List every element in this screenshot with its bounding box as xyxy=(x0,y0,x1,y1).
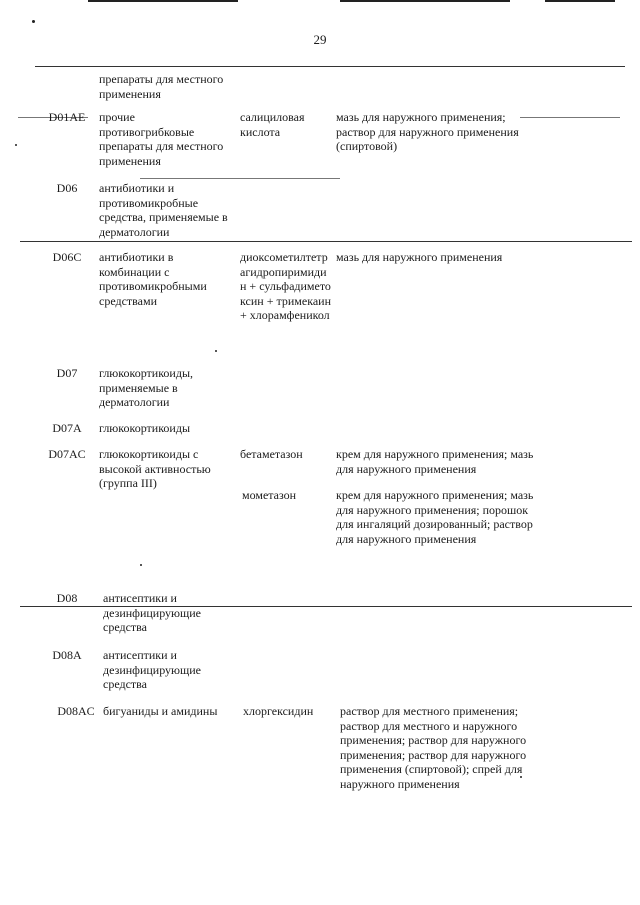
scan-artifact xyxy=(140,178,340,179)
atc-code: D07AC xyxy=(48,447,86,461)
scan-speck xyxy=(15,144,17,146)
atc-code: D08AC xyxy=(57,704,95,718)
dosage-forms: мазь для наружного применения; раствор для наружного применения (спиртовой) xyxy=(336,110,519,153)
drug-name: бетаметазон xyxy=(240,447,303,461)
scan-speck xyxy=(140,564,142,566)
dosage-forms: крем для наружного применения; мазь для наружного применения; порошок для ингаляций дозированный; раствор для наружного применения xyxy=(336,488,534,546)
dosage-forms: раствор для местного применения; раствор для местного и наружного применения; раствор для наружного применения; раствор для наружного применения (спиртовой); спрей для наружного применения xyxy=(340,704,527,791)
group-name: бигуаниды и амидины xyxy=(103,704,218,718)
atc-code: D08A xyxy=(52,648,82,662)
atc-code: D01AE xyxy=(48,110,86,124)
group-name: прочие противогрибковые препараты для местного применения xyxy=(99,110,224,168)
scan-speck xyxy=(32,20,35,23)
drug-name: мометазон xyxy=(242,488,297,502)
group-name: антибиотики в комбинации с противомикробными средствами xyxy=(99,250,207,308)
scan-artifact xyxy=(340,0,510,2)
header-rule xyxy=(35,66,625,67)
group-name: антисептики и дезинфицирующие средства xyxy=(103,648,201,691)
atc-code: D07A xyxy=(52,421,82,435)
dosage-forms: мазь для наружного применения xyxy=(336,250,503,264)
group-name: глюкокортикоиды с высокой активностью (группа III) xyxy=(99,447,211,490)
page-number: 29 xyxy=(313,32,327,47)
scan-artifact xyxy=(88,0,238,2)
scan-speck xyxy=(215,350,217,352)
group-name: глюкокортикоиды xyxy=(99,421,191,435)
atc-code: D06C xyxy=(52,250,82,264)
table-row-divider xyxy=(20,241,632,242)
group-name: препараты для местного применения xyxy=(99,72,224,101)
scan-artifact xyxy=(545,0,615,2)
drug-name: салициловая кислота xyxy=(240,110,305,139)
atc-code: D06 xyxy=(56,181,78,195)
group-name: антибиотики и противомикробные средства, применяемые в дерматологии xyxy=(99,181,228,239)
group-name: антисептики и дезинфицирующие средства xyxy=(103,591,201,634)
atc-code: D07 xyxy=(56,366,78,380)
dosage-forms: крем для наружного применения; мазь для наружного применения xyxy=(336,447,534,476)
group-name: глюкокортикоиды, применяемые в дерматологии xyxy=(99,366,194,409)
drug-name: хлоргексидин xyxy=(243,704,314,718)
drug-name: диоксометилтетрагидропиримидин + сульфадиметоксин + тримекаин + хлорамфеникол xyxy=(240,250,332,322)
atc-code: D08 xyxy=(56,591,78,605)
